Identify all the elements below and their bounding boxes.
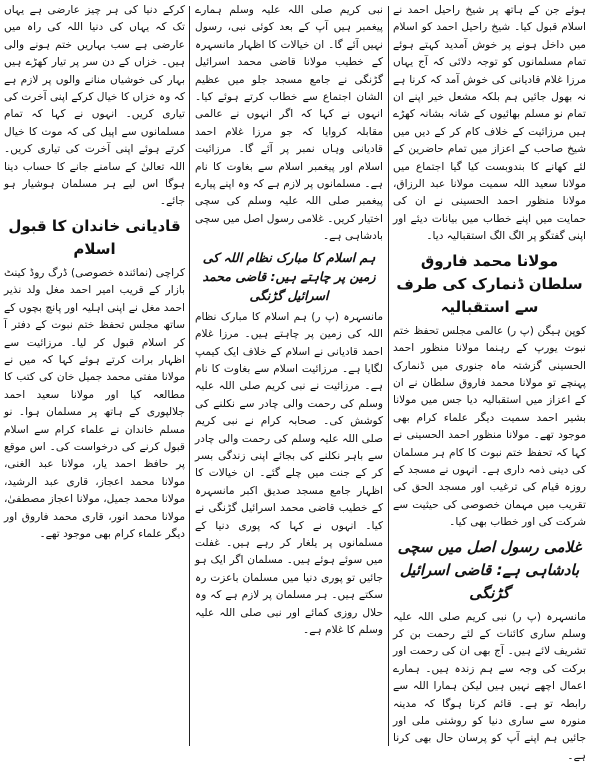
article-akhirat-text: کرکے دنیا کی ہر چیز عارضی ہے یہاں تک کہ یہاں کی دنیا اللہ کی راہ میں عارضی ہے سب بہاریں ختم ہونے والی ہیں۔ خزاں کے دن سر پر تیار کھڑے ہیں بہار کی خوشیاں منانے والوں پر لازم ہے کہ وہ خزاں کا خیال کرکے اپنی آخرت کی تیاری کریں۔ انہوں نے کہا کہ تمام مسلمانوں سے اپیل کی کہ موت کا خیال کرتے ہوئے اپنی آخرت کی تیاری کریں۔ اللہ تعالیٰ کے سامنے جانے کا حساب دینا ہوگا اس لیے ہر مسلمان ہوشیار ہو جائے۔ (4, 4, 185, 208)
column-middle (191, 0, 387, 755)
article-islamic-system-body: مانسہرہ (پ ر) ہم اسلام کا مبارک نظام اللہ کی زمین پر چاہتے ہیں۔ مرزا غلام احمد قادیانی نے اسلام کے خلاف ایک کیمپ لگایا ہے۔ مرزائیت اسلام سے بغاوت کا نام ہے۔ مرزائیت نے نبی کریم صلی اللہ علیہ وسلم کی رحمت والی چادر سے نکلنے کی کوشش کی۔ صحابہ کرام نے نبی کریم صلی اللہ علیہ وسلم کی رحمت والی چادر سے باہر نکلنے کی بجائے اپنی زندگی بسر کر کے جنت میں چلے گئے۔ ان خیالات کا اظہار جامع مسجد صدیق اکبر مانسہرہ کے خطیب قاضی محمد اسرائیل گڑنگی نے کیا۔ انہوں نے کہا کہ پوری دنیا کے مسلمانوں پر یلغار کر رہے ہیں۔ غفلت میں سوئے ہوئے ہیں۔ مسلمان اگر ایک ہو جائیں تو پوری دنیا میں مسلمان باعزت رہ سکتے ہیں۔ ہر مسلمان پر لازم ہے کہ وہ حلال روزی کمائے اور نبی صلی اللہ علیہ وسلم کا غلام ہے۔ (195, 310, 383, 636)
headline-islamic-system: ہم اسلام کا مبارک نظام اللہ کی زمین پر چاہتے ہیں: قاضی محمد اسرائیل گڑنگی (202, 249, 376, 303)
article-qadiani-family-body: کراچی (نمائندہ خصوصی) ڈرگ روڈ کینٹ بازار کے قریب امیر احمد مغل ولد نذیر احمد مغل نے اپنی اہلیہ اور پانچ بچوں کے ساتھ مجلس تحفظ ختم نبوت کے دفتر آ کر اسلام قبول کر لیا۔ مرزائیت سے اظہار برات کرتے ہوئے کہا کہ میں نے مولانا مفتی محمد جمیل خان کی کتب کا مطالعہ کیا اور مولانا سعید احمد جلالپوری کے ہاتھ پر مسلمان ہوا۔ نو مسلم خاندان نے علماء کرام سے اسلام قبول کرنے کی درخواست کی۔ اس موقع پر حافظ احمد یار، مولانا عبد الغنی، مولانا محمد اعجاز، قاری عبد الرشید، مولانا محمد جمیل، مولانا اعجاز مصطفیٰ، مولانا محمد انور، قاری محمد فاروق اور دیگر علماء کرام بھی موجود تھے۔ (4, 266, 185, 540)
headline-qadiani-family-islam: قادیانی خاندان کا قبول اسلام (8, 216, 181, 258)
column-divider-left (189, 6, 190, 746)
article-ghulami-body: مانسہرہ (پ ر) نبی کریم صلی اللہ علیہ وسلم ساری کائنات کے لئے رحمت بن کر تشریف لائے ہیں۔ آج بھی ان کی رحمت اور برکت کی وجہ سے ہم زندہ ہیں۔ ہمارے اعمال اچھے نہیں ہیں لیکن ہمارا اللہ سے رابطہ تو ہے۔ قائم کرنا ہوگا کہ مدینہ منورہ سے ساری دنیا کو روشنی ملی اور جائیں ہم اپنے آپ کو پرسان حال بھی کرنا ہے۔ (393, 610, 586, 762)
column-left (0, 0, 189, 755)
column-right (389, 0, 590, 762)
headline-ghulami-rasool: غلامی رسول اصل میں سچی بادشاہی ہے: قاضی اسرائیل گڑنگی (397, 537, 582, 602)
article-denmark-body: کوپن ہیگن (پ ر) عالمی مجلس تحفظ ختم نبوت یورپ کے رہنما مولانا منظور احمد الحسینی گزشتہ ماہ جنوری میں ڈنمارک پہنچے تو مولانا محمد فاروق سلطان نے ان کے اعزاز میں استقبالیہ دیا جس میں مولانا بشیر احمد سمیت دیگر علماء کرام بھی موجود تھے۔ مولانا منظور احمد الحسینی نے کہا کہ تحفظ ختم نبوت کا کام ہر مسلمان کی دینی ذمہ داری ہے۔ انہوں نے مسجد کے روزہ قیام کی ترغیب اور مسجد الحق کی تقریب میں مہمان خصوصی کی حیثیت سے شرکت کی اور خطاب بھی کیا۔ (393, 324, 586, 529)
headline-denmark-reception: مولانا محمد فاروق سلطان ڈنمارک کی طرف سے استقبالیہ (396, 251, 583, 316)
article-continuation-text: ہوئے جن کے ہاتھ پر شیخ راحیل احمد نے اسلام قبول کیا۔ شیخ راحیل احمد کو اسلام میں داخل ہونے پر خوش آمدید کہتے ہوئے تمام مسلمانوں کو توجہ دلائی کہ آج یہاں مرزا غلام قادیانی کی خوش آمد کہ کرنا ہے نہ بھول جائیں ہم بلکہ مشعل خیر اپنے ان تمام نو مسلم بھائیوں کے شانہ بشانہ کھڑے ہیں مرزائیت کے خلاف کام کر کے دیں میں شیخ صاحب کے اعزاز میں تمام حاضرین کے لئے کھانے کا بندوبست کیا گیا اجتماع میں مولانا سعید اللہ سمیت مولانا عبد الرزاق، مولانا منظور احمد الحسینی نے ان کی حمایت میں اپنے خطاب میں بیانات دیئے اور اپنی گفتگو پر الگ الگ استقبالیہ دیا۔ (393, 4, 586, 243)
article-khatm-nubuwwat-text: نبی کریم صلی اللہ علیہ وسلم ہمارے پیغمبر ہیں آپ کے بعد کوئی نبی، رسول نہیں آئے گا۔ ان خیالات کا اظہار مانسہرہ کے خطیب مولانا قاضی محمد اسرائیل گڑنگی نے جامع مسجد جلو میں عظیم الشان اجتماع سے خطاب کرتے ہوئے کیا۔ انہوں نے کہا کہ اگر انہوں نے عالمی مقابلہ کروایا کہ جو مرزا غلام احمد قادیانی وہاں نمبر پر آئے گا۔ مرزائیت اسلام اور پیغمبر اسلام سے بغاوت کا نام ہے۔ مسلمانوں پر لازم ہے کہ وہ اپنے پیارے پیغمبر صلی اللہ علیہ وسلم کی سچی اختیار کریں۔ غلامی رسول اصل میں سچی بادشاہی ہے۔ (195, 4, 383, 243)
